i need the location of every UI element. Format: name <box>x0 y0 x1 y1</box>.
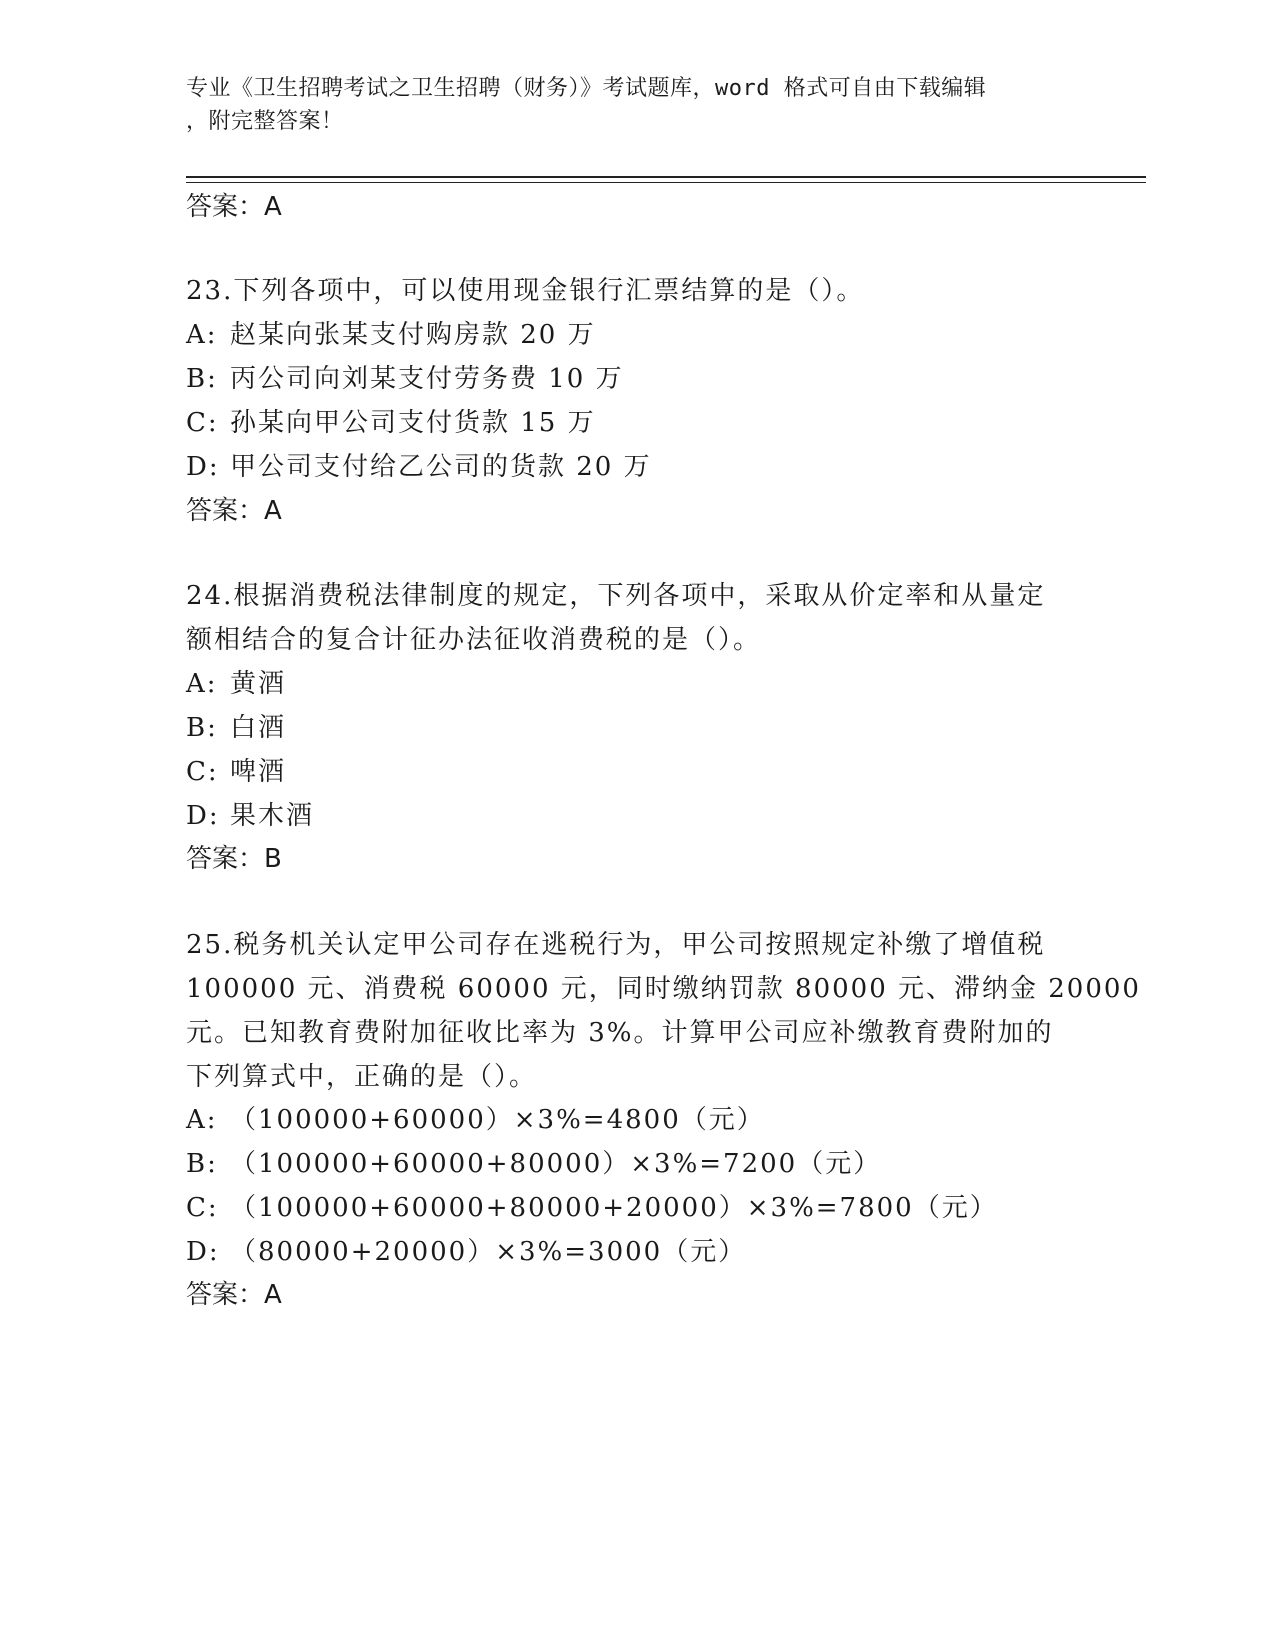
question-25-answer: 答案：A <box>186 1280 282 1310</box>
question-23-option-c: C: 孙某向甲公司支付货款 15 万 <box>186 408 596 438</box>
header-divider-thin <box>186 182 1146 183</box>
question-25-stem-line-3: 元。已知教育费附加征收比率为 3%。计算甲公司应补缴教育费附加的 <box>186 1018 1054 1048</box>
header-line-1: 专业《卫生招聘考试之卫生招聘（财务）》考试题库，word 格式可自由下载编辑 <box>186 76 987 101</box>
question-23-answer: 答案：A <box>186 496 282 526</box>
question-25-option-d: D: （80000+20000）×3%=3000（元） <box>186 1237 747 1267</box>
question-25-option-a: A: （100000+60000）×3%=4800（元） <box>186 1105 765 1135</box>
question-24-option-d: D: 果木酒 <box>186 801 315 831</box>
question-23-stem: 23.下列各项中，可以使用现金银行汇票结算的是（）。 <box>186 276 865 306</box>
header-divider-thick <box>186 176 1146 178</box>
question-24-option-c: C: 啤酒 <box>186 757 287 787</box>
prev-answer: 答案：A <box>186 192 282 222</box>
question-25-option-b: B: （100000+60000+80000）×3%=7200（元） <box>186 1149 882 1179</box>
question-24-option-a: A: 黄酒 <box>186 669 287 699</box>
question-23-option-a: A: 赵某向张某支付购房款 20 万 <box>186 320 596 350</box>
question-24-answer: 答案：B <box>186 844 282 874</box>
question-25-stem-line-1: 25.税务机关认定甲公司存在逃税行为，甲公司按照规定补缴了增值税 <box>186 930 1046 960</box>
question-24-option-b: B: 白酒 <box>186 713 287 743</box>
question-25-stem-line-4: 下列算式中，正确的是（）。 <box>186 1062 538 1092</box>
question-23-option-d: D: 甲公司支付给乙公司的货款 20 万 <box>186 452 652 482</box>
question-25-option-c: C: （100000+60000+80000+20000）×3%=7800（元） <box>186 1193 998 1223</box>
question-24-stem-line-2: 额相结合的复合计征办法征收消费税的是（）。 <box>186 625 762 655</box>
question-24-stem-line-1: 24.根据消费税法律制度的规定，下列各项中，采取从价定率和从量定 <box>186 581 1046 611</box>
document-header <box>186 72 1066 138</box>
header-line-2: ，附完整答案！ <box>186 109 344 134</box>
question-23-option-b: B: 丙公司向刘某支付劳务费 10 万 <box>186 364 624 394</box>
question-25-stem-line-2: 100000 元、消费税 60000 元，同时缴纳罚款 80000 元、滞纳金 20000 <box>186 974 1141 1004</box>
